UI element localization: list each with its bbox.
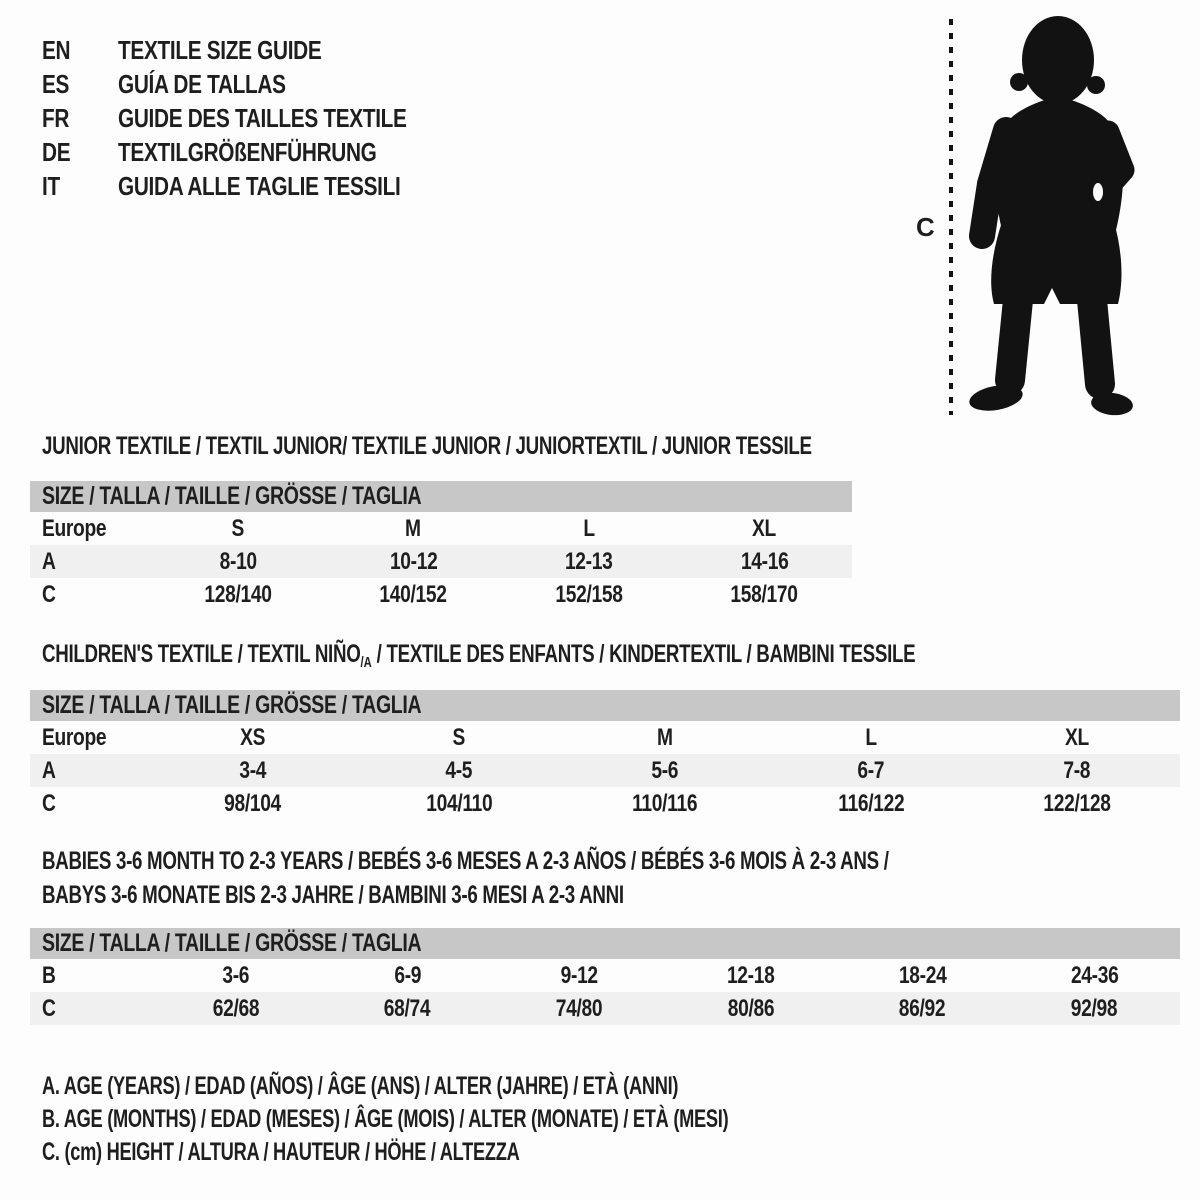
height-cell: 122/128 xyxy=(1043,789,1111,817)
nino-a-subscript: /A xyxy=(360,654,372,671)
size-cell: L xyxy=(865,723,877,751)
height-cell: 110/116 xyxy=(632,789,698,817)
language-row-it xyxy=(42,169,479,203)
language-code: IT xyxy=(42,170,60,201)
children-size-table xyxy=(30,690,1180,820)
size-cell: S xyxy=(452,723,466,751)
height-cell: 92/98 xyxy=(1070,994,1118,1022)
age-cell: 7-8 xyxy=(1063,756,1091,784)
legend xyxy=(42,1070,982,1169)
babies-section-heading-line2: BABYS 3-6 MONATE BIS 2-3 JAHRE / BAMBINI 3-6 MESI A 2-3 ANNI xyxy=(42,881,624,909)
language-title-list xyxy=(42,33,479,203)
children-row-height xyxy=(30,787,1180,820)
height-cell: 68/74 xyxy=(384,994,431,1022)
size-cell: XL xyxy=(752,514,777,542)
height-cell: 98/104 xyxy=(224,789,282,817)
guide-title-fr: GUIDE DES TAILLES TEXTILE xyxy=(118,102,407,133)
junior-row-height xyxy=(30,578,852,611)
size-cell: S xyxy=(231,514,244,542)
height-cell: 140/152 xyxy=(379,580,447,608)
babies-row-height xyxy=(30,992,1180,1025)
row-label: C xyxy=(42,994,56,1022)
language-row-fr xyxy=(42,101,479,135)
children-row-europe xyxy=(30,721,1180,754)
junior-row-europe xyxy=(30,512,852,545)
size-cell: XL xyxy=(1065,723,1089,751)
babies-section-heading-line1: BABIES 3-6 MONTH TO 2-3 YEARS / BEBÉS 3-6 MESES A 2-3 AÑOS / BÉBÉS 3-6 MOIS À 2-3 ANS / xyxy=(42,847,889,875)
height-cell: 86/92 xyxy=(899,994,946,1022)
height-cell: 104/110 xyxy=(425,789,493,817)
height-cell: 128/140 xyxy=(204,580,272,608)
height-cell: 116/122 xyxy=(837,789,905,817)
height-cell: 158/170 xyxy=(730,580,798,608)
age-cell: 12-13 xyxy=(564,547,613,575)
age-cell: 5-6 xyxy=(651,756,679,784)
row-label: B xyxy=(42,961,56,989)
language-code: EN xyxy=(42,34,71,65)
language-code: FR xyxy=(42,102,70,133)
junior-size-table xyxy=(30,481,852,611)
age-cell: 6-7 xyxy=(857,756,885,784)
height-measure-label: C xyxy=(916,212,935,242)
children-section-heading: CHILDREN'S TEXTILE / TEXTIL $NIÑO_{/A}$ / TEXTILE DES ENFANTS / KINDERTEXTIL / BAMBINI TESSILE xyxy=(42,640,916,671)
size-cell: XS xyxy=(240,723,266,751)
babies-row-months xyxy=(30,959,1180,992)
language-code: ES xyxy=(42,68,70,99)
baby-silhouette-image xyxy=(940,12,1140,422)
age-cell: 10-12 xyxy=(389,547,437,575)
age-cell: 24-36 xyxy=(1070,961,1118,989)
age-cell: 3-4 xyxy=(239,756,267,784)
age-cell: 9-12 xyxy=(560,961,598,989)
age-cell: 14-16 xyxy=(740,547,788,575)
height-cell: 152/158 xyxy=(555,580,623,608)
height-cell: 74/80 xyxy=(555,994,603,1022)
language-row-de xyxy=(42,135,479,169)
guide-title-en: TEXTILE SIZE GUIDE xyxy=(118,34,322,65)
size-table-header: SIZE / TALLA / TAILLE / GRÖSSE / TAGLIA xyxy=(30,928,1180,959)
age-cell: 18-24 xyxy=(898,961,947,989)
legend-line-a: A. AGE (YEARS) / EDAD (AÑOS) / ÂGE (ANS) / ALTER (JAHRE) / ETÀ (ANNI) xyxy=(42,1072,679,1100)
row-label: Europe xyxy=(42,514,107,542)
row-label: C xyxy=(42,789,56,817)
row-label: Europe xyxy=(42,723,107,751)
age-cell: 12-18 xyxy=(727,961,775,989)
size-cell: M xyxy=(657,723,673,751)
guide-title-es: GUÍA DE TALLAS xyxy=(118,68,286,99)
age-cell: 6-9 xyxy=(394,961,421,989)
junior-row-age xyxy=(30,545,852,578)
height-cell: 80/86 xyxy=(727,994,775,1022)
legend-line-c: C. (cm) HEIGHT / ALTURA / HAUTEUR / HÖHE / ALTEZZA xyxy=(42,1138,520,1166)
row-label: C xyxy=(42,580,56,608)
junior-section-heading: JUNIOR TEXTILE / TEXTIL JUNIOR/ TEXTILE JUNIOR / JUNIORTEXTIL / JUNIOR TESSILE xyxy=(42,432,812,460)
age-cell: 3-6 xyxy=(222,961,250,989)
language-row-en xyxy=(42,33,479,67)
row-label: A xyxy=(42,756,56,784)
guide-title-de: TEXTILGRÖßENFÜHRUNG xyxy=(118,136,377,167)
row-label: A xyxy=(42,547,56,575)
size-cell: M xyxy=(405,514,422,542)
arm-gap-highlight xyxy=(1093,183,1103,201)
height-cell: 62/68 xyxy=(212,994,260,1022)
size-table-header: SIZE / TALLA / TAILLE / GRÖSSE / TAGLIA xyxy=(30,690,1180,721)
language-row-es xyxy=(42,67,479,101)
size-table-header: SIZE / TALLA / TAILLE / GRÖSSE / TAGLIA xyxy=(30,481,852,512)
legend-line-b: B. AGE (MONTHS) / EDAD (MESES) / ÂGE (MOIS) / ALTER (MONATE) / ETÀ (MESI) xyxy=(42,1105,729,1133)
children-row-age xyxy=(30,754,1180,787)
age-cell: 4-5 xyxy=(445,756,473,784)
size-cell: L xyxy=(583,514,595,542)
age-cell: 8-10 xyxy=(219,547,257,575)
babies-size-table xyxy=(30,928,1180,1025)
guide-title-it: GUIDA ALLE TAGLIE TESSILI xyxy=(118,170,401,201)
language-code: DE xyxy=(42,136,71,167)
